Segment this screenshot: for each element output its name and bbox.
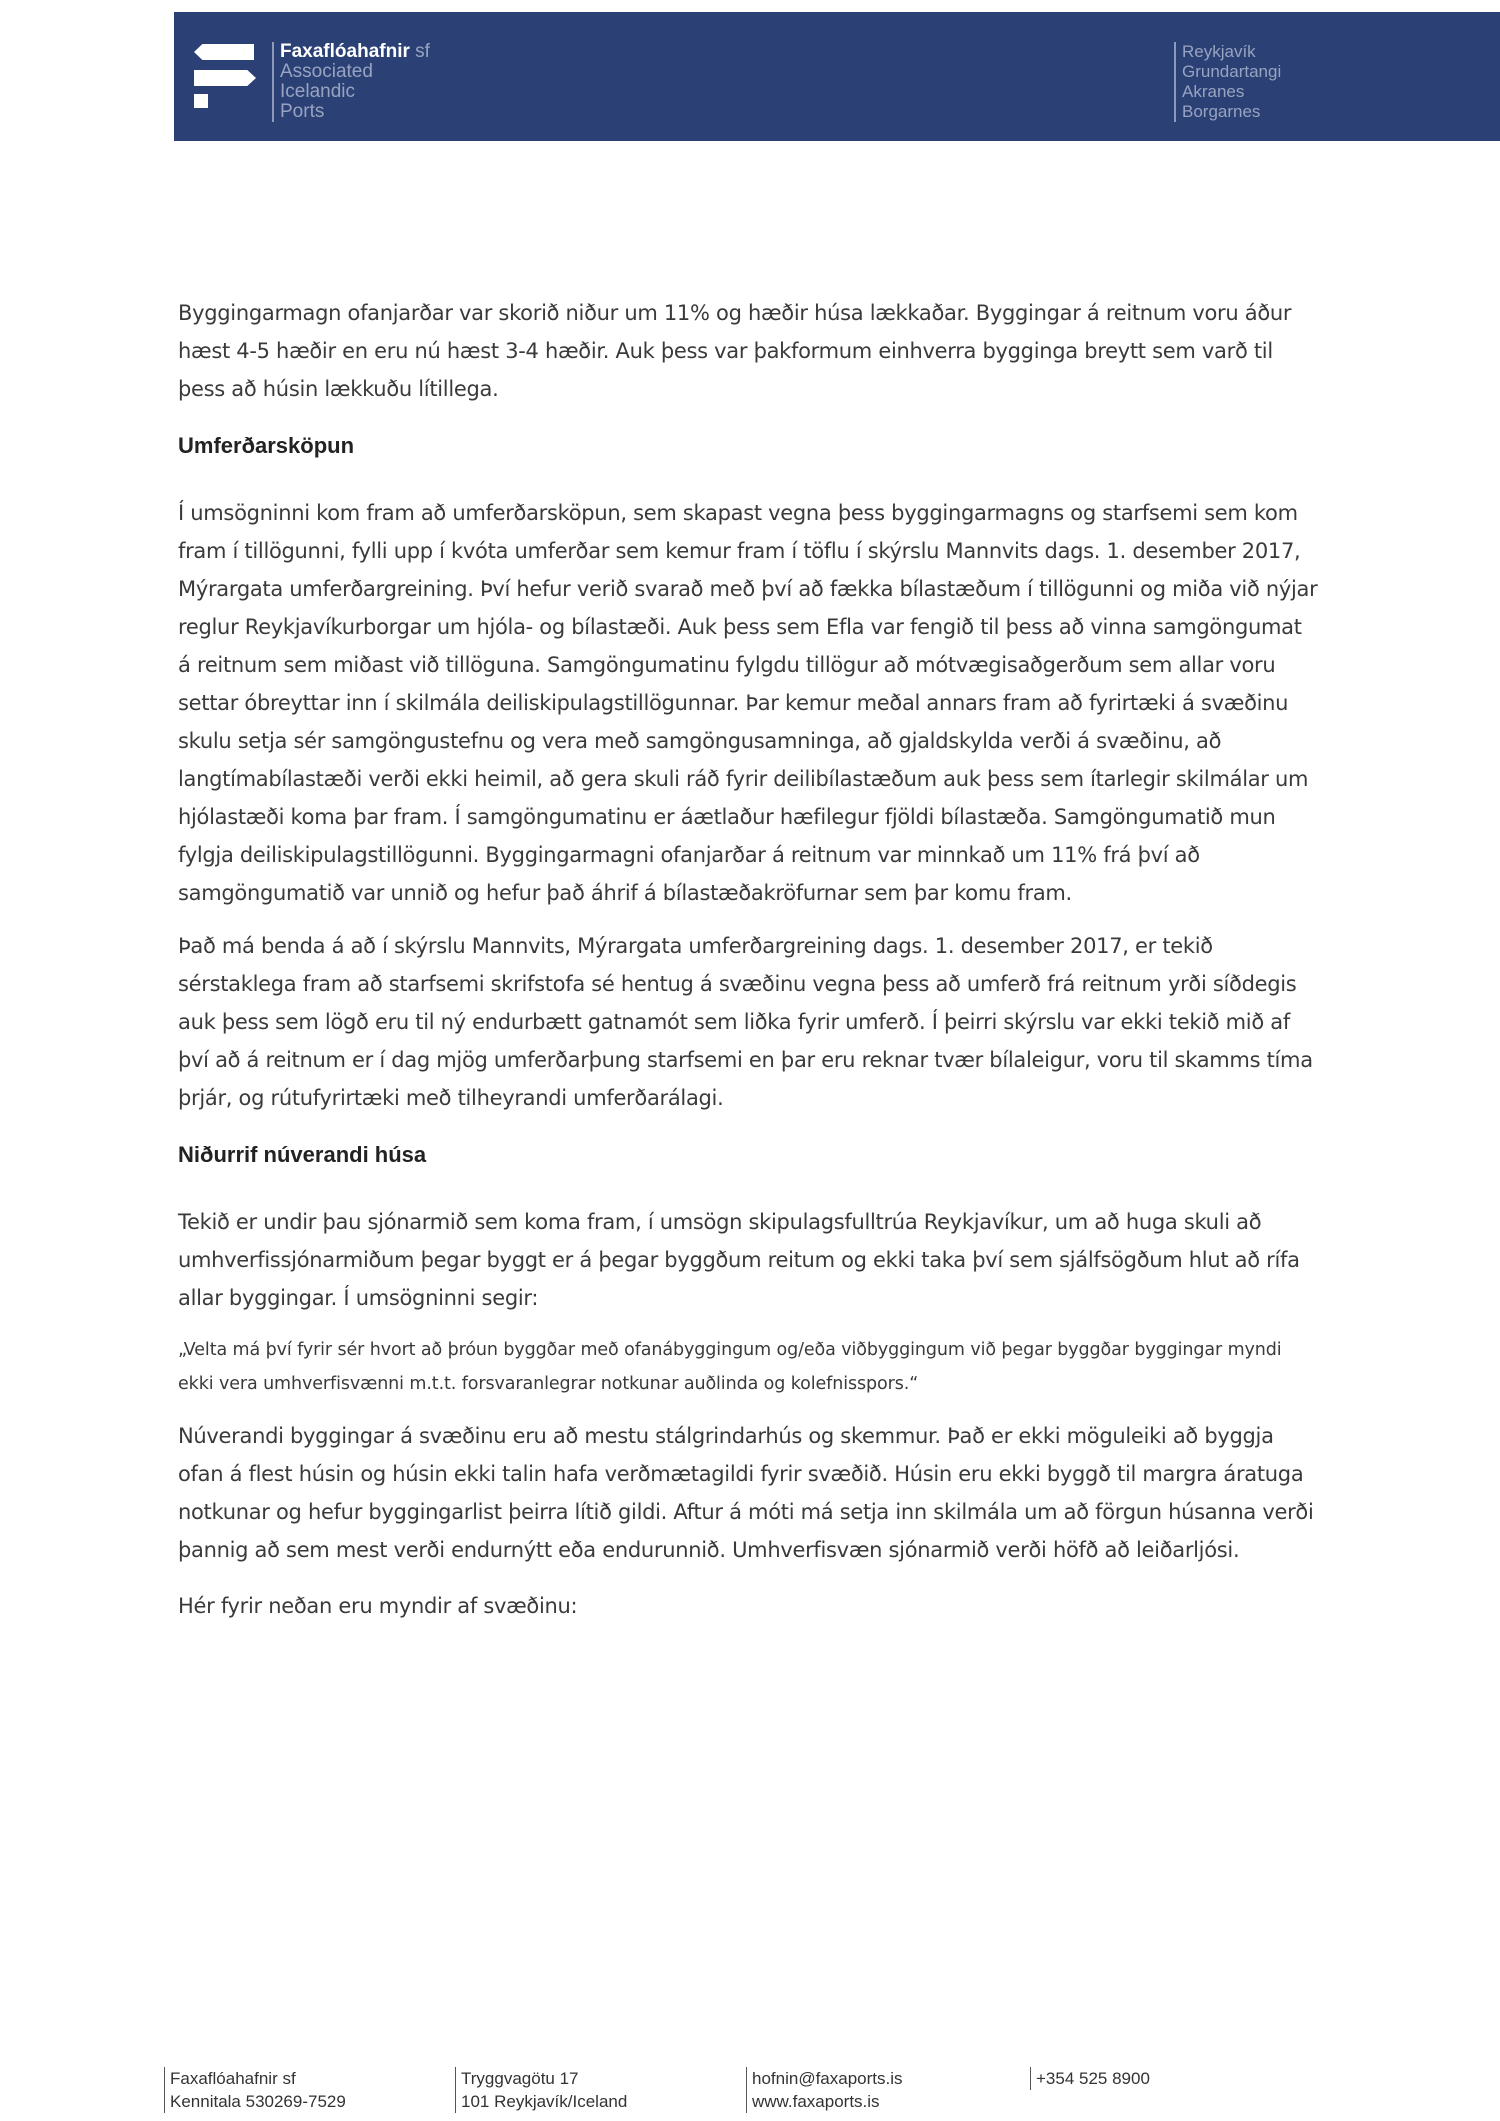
paragraph-environment: Tekið er undir þau sjónarmið sem koma fram, í umsögn skipulagsfulltrúa Reykjavíkur, um að huga skuli að umhverfissjónarmiðum þegar byggt er á þegar byggðum reitum og ekki taka því sem sjálfsögðum hlut að rífa allar byggingar. Í umsögninni segir:: [178, 1210, 1300, 1310]
company-name: Faxaflóahafnir sf: [170, 2069, 296, 2088]
paragraph-traffic: Í umsögninni kom fram að umferðarsköpun, sem skapast vegna þess byggingarmagns og starfsemi sem kom fram í tillögunni, fylli upp í kvóta umferðar sem kemur fram í töflu í skýrslu Mannvits dags. 1. desember 2017, Mýrargata umferðargreining. Því hefur verið svarað með því að fækka bílastæðum í tillögunni og miða við nýjar reglur Reykjavíkurborgar um hjóla- og bílastæði. Auk þess sem Efla var fengið til þess að vinna samgöngumat á reitnum sem miðast við tillöguna. Samgöngumatinu fylgdu tillögur að mótvægisaðgerðum sem allar voru settar óbreyttar inn í skilmála deiliskipulagstillögunnar. Þar kemur meðal annars fram að fyrirtæki á svæðinu skulu setja sér samgöngustefnu og vera með samgöngusamninga, að gjaldskylda verði á svæðinu, að langtímabílastæði verði ekki heimil, að gera skuli ráð fyrir deilibílastæðum auk þess sem ítarlegir skilmálar um hjólastæði koma þar fram. Í samgöngumatinu er áætlaður hæfilegur fjöldi bílastæða. Samgöngumatið mun fylgja deiliskipulagstillögunni. Byggingarmagni ofanjarðar á reitnum var minnkað um 11% frá því að samgöngumatið var unnið og hefur það áhrif á bílastæðakröfurnar sem þar komu fram.: [178, 501, 1318, 905]
brand-line: Ports: [280, 101, 325, 122]
brand-suffix: sf: [415, 41, 430, 62]
footer-company: [164, 2067, 346, 2113]
letterhead-band: [174, 12, 1500, 141]
city-item: Reykjavík: [1182, 42, 1256, 61]
heading-traffic: Umferðarsköpun: [178, 433, 355, 458]
paragraph-building-volume: Byggingarmagn ofanjarðar var skorið niður um 11% og hæðir húsa lækkaðar. Byggingar á reitnum voru áður hæst 4-5 hæðir en eru nú hæst 3-4 hæðir. Auk þess var þakformum einhverra bygginga breytt sem varð til þess að húsin lækkuðu lítillega.: [178, 301, 1292, 401]
heading-demolition: Niðurrif núverandi húsa: [178, 1142, 427, 1167]
city-item: Grundartangi: [1182, 62, 1282, 81]
brand-name: Faxaflóahafnir: [280, 41, 410, 62]
city-item: Borgarnes: [1182, 102, 1261, 121]
brand-block: [272, 42, 430, 122]
website-link[interactable]: www.faxaports.is: [752, 2092, 880, 2111]
city-address: 101 Reykjavík/Iceland: [461, 2092, 628, 2111]
city-list: [1174, 42, 1281, 122]
letter-body: [178, 294, 1318, 1625]
brand-line: Icelandic: [280, 81, 355, 102]
paragraph-mannvit-report: Það má benda á að í skýrslu Mannvits, Mýrargata umferðargreining dags. 1. desember 2017, er tekið sérstaklega fram að starfsemi skrifstofa sé hentug á svæðinu vegna þess að umferð frá reitnum yrði síðdegis auk þess sem lögð eru til ný endurbætt gatnamót sem liðka fyrir umferð. Í þeirri skýrslu var ekki tekið mið af því að á reitnum er í dag mjög umferðarþung starfsemi en þar eru reknar tvær bílaleigur, voru til skamms tíma þrjár, og rútufyrirtæki með tilheyrandi umferðarálagi.: [178, 934, 1313, 1110]
faxaports-logo-icon: [194, 44, 256, 108]
footer-contact: [746, 2067, 903, 2113]
footer-phone: [1030, 2067, 1150, 2090]
street-address: Tryggvagötu 17: [461, 2069, 579, 2088]
paragraph-current-buildings: Núverandi byggingar á svæðinu eru að mestu stálgrindarhús og skemmur. Það er ekki möguleiki að byggja ofan á flest húsin og húsin ekki talin hafa verðmætagildi fyrir svæðið. Húsin eru ekki byggð til margra áratuga notkunar og hefur byggingarlist þeirra lítið gildi. Aftur á móti má setja inn skilmála um að förgun húsanna verði þannig að sem mest verði endurnýtt eða endurunnið. Umhverfisvæn sjónarmið verði höfð að leiðarljósi.: [178, 1424, 1314, 1562]
city-item: Akranes: [1182, 82, 1245, 101]
brand-line: Associated: [280, 61, 373, 82]
paragraph-photos-intro: Hér fyrir neðan eru myndir af svæðinu:: [178, 1594, 578, 1618]
phone-number: +354 525 8900: [1036, 2069, 1150, 2088]
email-link[interactable]: hofnin@faxaports.is: [752, 2069, 903, 2088]
footer-address: [455, 2067, 627, 2113]
block-quote: „Velta má því fyrir sér hvort að þróun byggðar með ofanábyggingum og/eða viðbyggingum við þegar byggðar byggingar myndi ekki vera umhverfisvænni m.t.t. forsvaranlegrar notkunar auðlinda og kolefnisspors.“: [178, 1340, 1282, 1394]
company-id: Kennitala 530269-7529: [170, 2092, 346, 2111]
